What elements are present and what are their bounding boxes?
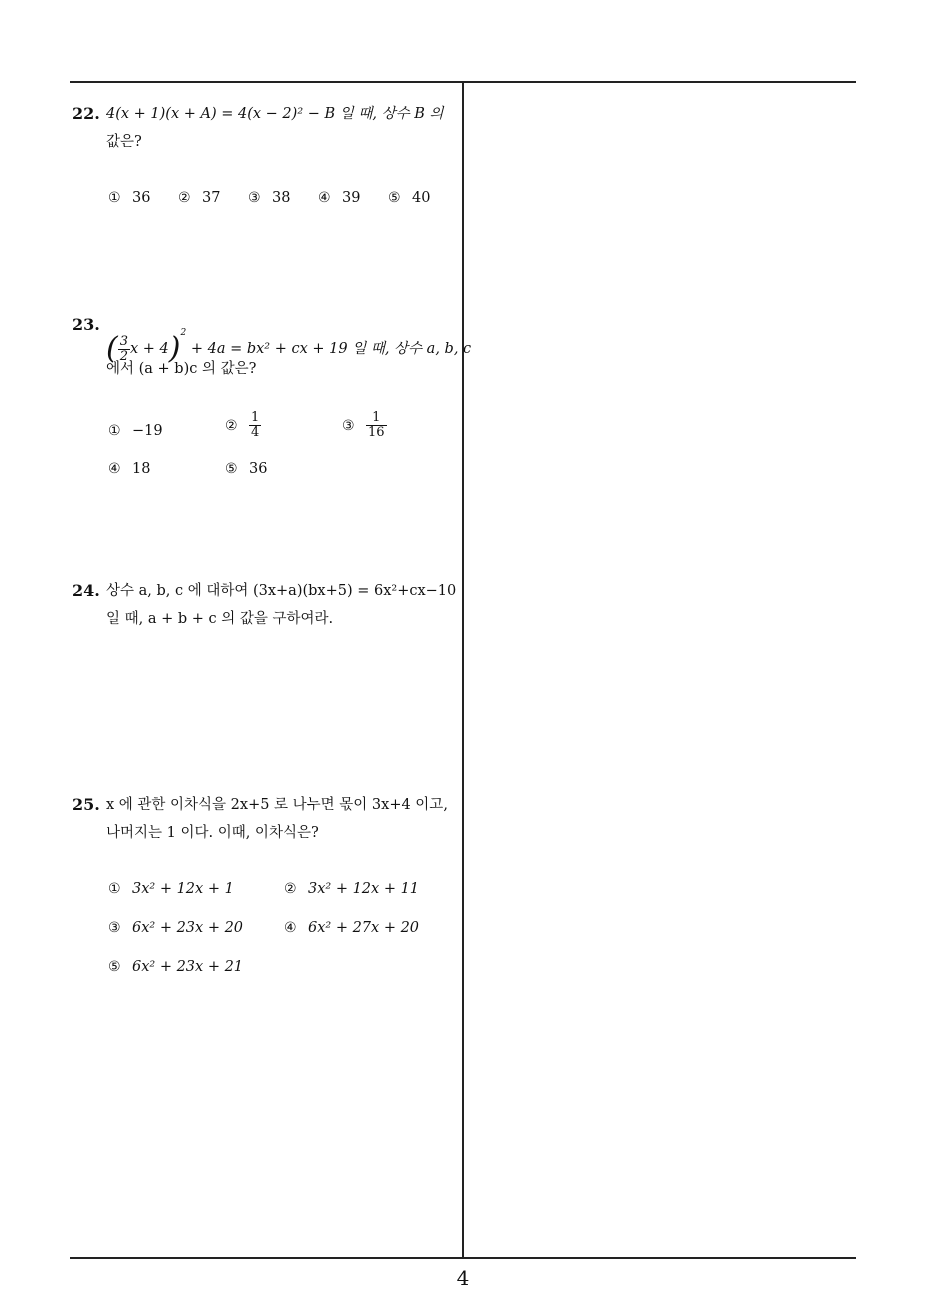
choice-5[interactable]: ⑤ 6x² + 23x + 21: [108, 959, 244, 975]
choice-3[interactable]: ③ 6x² + 23x + 20: [108, 920, 244, 936]
question-line-2: 값은?: [106, 134, 142, 150]
question-number: 22.: [72, 104, 100, 123]
choice-4[interactable]: ④ 6x² + 27x + 20: [284, 920, 420, 936]
question-23: [72, 311, 472, 477]
question-number: 24.: [72, 581, 100, 600]
question-line-2: 에서 (a + b)c 의 값은?: [106, 361, 257, 377]
question-line-1: 4(x + 1)(x + A) = 4(x − 2)² − B 일 때, 상수 B 의: [106, 106, 444, 122]
choice-1[interactable]: ① −19: [108, 423, 163, 439]
question-25: [72, 791, 460, 975]
choice-2[interactable]: ② 3x² + 12x + 11: [284, 881, 420, 897]
question-line-2: 일 때, a + b + c 의 값을 구하여라.: [106, 611, 334, 627]
question-24: [72, 577, 460, 633]
question-text: [106, 100, 460, 156]
choice-1[interactable]: ① 36: [108, 190, 151, 206]
choice-4[interactable]: ④ 18: [108, 461, 151, 477]
question-line-1: 상수 a, b, c 에 대하여 (3x+a)(bx+5) = 6x²+cx−10: [106, 583, 457, 599]
question-text: [106, 577, 460, 633]
choice-3[interactable]: ③ $\frac{1}{16}$: [342, 410, 385, 440]
choice-2[interactable]: ② $\frac{1}{4}$: [225, 410, 260, 440]
choice-5[interactable]: ⑤ 36: [225, 461, 268, 477]
question-number: 25.: [72, 795, 100, 814]
question-text: [106, 791, 460, 847]
choice-2[interactable]: ② 37: [178, 190, 221, 206]
choice-5[interactable]: ⑤ 40: [388, 190, 431, 206]
question-line-2: 나머지는 1 이다. 이때, 이차식은?: [106, 825, 319, 841]
question-line-1: ( $\frac{3}{2}$ x + 4)$^2$ + 4a = bx² + cx + 19 일 때, 상수 a, b, c: [106, 328, 472, 366]
page-number: 4: [456, 1266, 470, 1290]
question-text: [106, 311, 472, 383]
bottom-rule: [70, 1257, 856, 1259]
choice-3[interactable]: ③ 38: [248, 190, 291, 206]
choice-1[interactable]: ① 3x² + 12x + 1: [108, 881, 234, 897]
fraction: $\frac{3}{2}$: [119, 333, 128, 364]
question-22: [72, 100, 460, 206]
column-divider: [462, 82, 464, 1258]
question-number: 23.: [72, 315, 100, 334]
choice-4[interactable]: ④ 39: [318, 190, 361, 206]
question-line-1: x 에 관한 이차식을 2x+5 로 나누면 몫이 3x+4 이고,: [106, 797, 448, 813]
